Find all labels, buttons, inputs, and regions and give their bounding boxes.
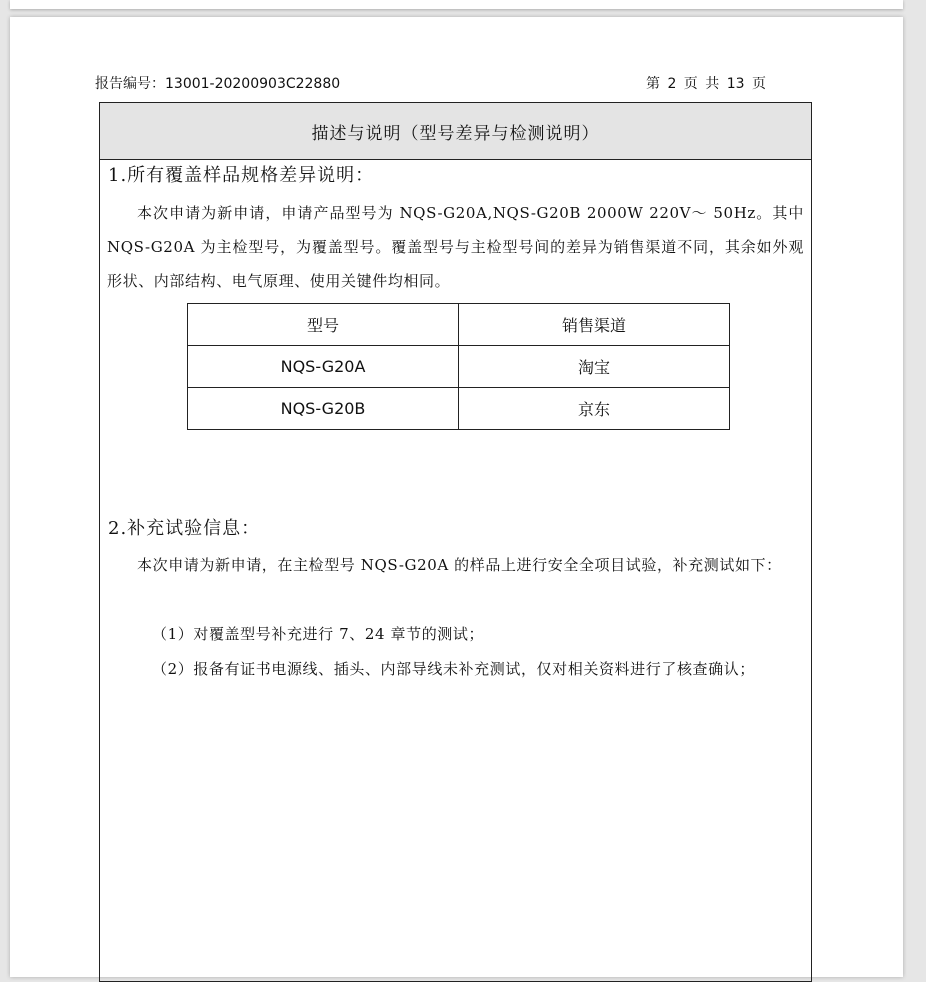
model-channel-table	[187, 303, 730, 430]
table-cell-channel: 京东	[459, 388, 730, 430]
table-cell-model: NQS-G20B	[188, 388, 459, 430]
table-header-channel: 销售渠道	[459, 304, 730, 346]
list-item: （2）报备有证书电源线、插头、内部导线未补充测试，仅对相关资料进行了核查确认；	[152, 660, 755, 678]
table-row	[188, 346, 730, 388]
table-cell-channel: 淘宝	[459, 346, 730, 388]
page-indicator: 第 2 页 共 13 页	[646, 76, 766, 92]
description-box	[99, 102, 812, 982]
section1-paragraph: 本次申请为新申请，申请产品型号为 NQS-G20A,NQS-G20B 2000W 220V～ 50Hz。其中 NQS-G20A 为主检型号，为覆盖型号。覆盖型号与主检型号间的差异为销售渠道不同，其余如外观形状、内部结构、电气原理、使用关键件均相同。	[107, 204, 804, 290]
table-header-model: 型号	[188, 304, 459, 346]
table-row	[188, 388, 730, 430]
section2-paragraph: 本次申请为新申请，在主检型号 NQS-G20A 的样品上进行安全全项目试验，补充测试如下：	[137, 556, 782, 574]
section1-heading: 1.所有覆盖样品规格差异说明：	[108, 165, 375, 186]
previous-page-edge	[10, 0, 903, 9]
table-header-row	[188, 304, 730, 346]
section2-heading: 2.补充试验信息：	[108, 518, 261, 539]
table-cell-model: NQS-G20A	[188, 346, 459, 388]
box-title: 描述与说明（型号差异与检测说明）	[100, 103, 811, 160]
list-item: （1）对覆盖型号补充进行 7、24 章节的测试；	[152, 625, 485, 643]
report-number: 报告编号：13001-20200903C22880	[95, 76, 341, 92]
